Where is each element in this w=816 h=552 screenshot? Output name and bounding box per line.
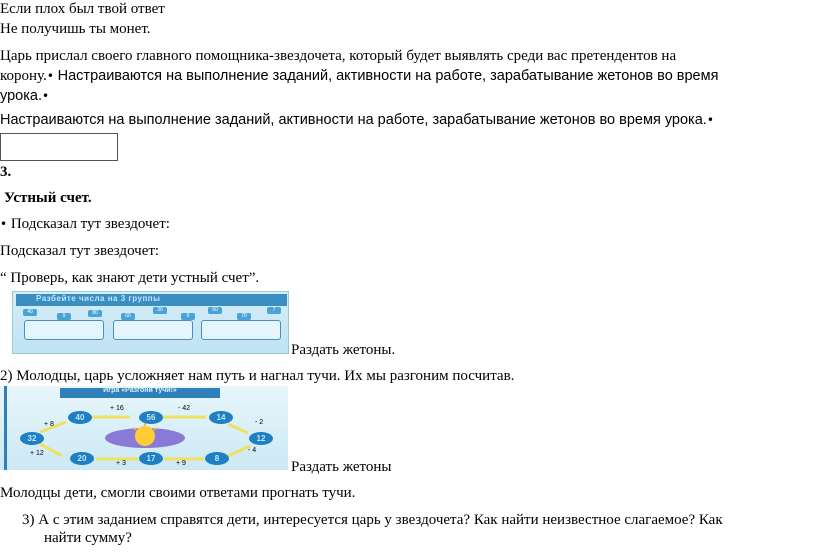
- operation-label: + 9: [176, 460, 186, 467]
- operation-label: - 2: [255, 419, 264, 426]
- number-tag: 9: [57, 313, 71, 320]
- poem-line-2: Не получишь ты монет.: [0, 21, 151, 37]
- intro-text-line-3: [0, 87, 49, 105]
- group-box: [24, 320, 104, 340]
- intro-text-korona: корону.: [0, 68, 47, 84]
- number-tag: 7: [267, 307, 281, 314]
- number-tag: 30: [153, 307, 167, 314]
- hand-out-tokens-1: Раздать жетоны.: [291, 342, 396, 358]
- operation-label: - 4: [248, 447, 257, 454]
- group-box: [113, 320, 193, 340]
- section-number: 3.: [0, 164, 12, 180]
- number-node: 14: [209, 411, 233, 424]
- hint-line: Подсказал тут звездочет:: [0, 243, 160, 259]
- poem-line-1: Если плох был твой ответ: [0, 1, 165, 17]
- number-tag: 40: [23, 309, 37, 316]
- intro-setup-text: Настраиваются на выполнение заданий, активности на работе, зарабатывание жетонов во время: [57, 68, 719, 84]
- bullet-icon: •: [706, 113, 714, 127]
- number-tag: 60: [208, 307, 222, 314]
- intro-text-line-1: Царь прислал своего главного помощника-звездочета, который будет выявлять среди вас претендентов на: [0, 48, 677, 64]
- task-3-text-line-2: найти сумму?: [44, 530, 132, 546]
- number-node: 40: [68, 411, 92, 424]
- number-tag: 6: [181, 313, 195, 320]
- operation-label: + 8: [44, 421, 54, 428]
- intro-urok-text: урока.: [0, 88, 42, 104]
- number-node: 56: [139, 411, 163, 424]
- empty-text-box: [0, 133, 118, 161]
- quote-line: “ Проверь, как знают дети устный счет”.: [0, 270, 260, 286]
- hand-out-tokens-2: Раздать жетоны: [291, 459, 392, 475]
- bullet-icon: •: [0, 217, 8, 231]
- section-title: Устный счет.: [4, 190, 92, 206]
- task-3-text-line-1: 3) А с этим заданием справятся дети, интересуется царь у звездочета? Как найти неизвестное слагаемое? Как: [22, 512, 723, 528]
- success-text: Молодцы дети, смогли своими ответами прогнать тучи.: [0, 485, 356, 501]
- operation-label: + 12: [30, 450, 44, 457]
- number-tag: 60: [121, 313, 135, 320]
- setup-paragraph-text: Настраиваются на выполнение заданий, активности на работе, зарабатывание жетонов во время урока.: [0, 112, 707, 128]
- operation-label: + 16: [110, 405, 124, 412]
- setup-paragraph: [0, 111, 714, 129]
- intro-text-line-2: [0, 67, 718, 85]
- number-tag: 80: [88, 310, 102, 317]
- number-tag: 70: [237, 313, 251, 320]
- game-header-text: Игра «Разгони тучи!»: [103, 387, 177, 394]
- bullet-icon: •: [46, 69, 54, 83]
- number-node: 20: [70, 452, 94, 465]
- number-node: 12: [249, 432, 273, 445]
- group-box: [201, 320, 281, 340]
- number-groups-image: [12, 291, 289, 354]
- number-node: 8: [205, 452, 229, 465]
- task-2-text: 2) Молодцы, царь усложняет нам путь и нагнал тучи. Их мы разгоним посчитав.: [0, 368, 515, 384]
- number-node: 32: [20, 432, 44, 445]
- bullet-icon: •: [41, 89, 50, 103]
- image-header-text: Разбейте числа на 3 группы: [36, 294, 161, 303]
- image-header: [16, 294, 287, 306]
- operation-label: - 42: [178, 405, 191, 412]
- hint-line-bulleted: [0, 215, 170, 233]
- operation-label: + 3: [116, 460, 126, 467]
- hint-text: Подсказал тут звездочет:: [10, 216, 170, 232]
- number-node: 17: [139, 452, 163, 465]
- clouds-game-image: [0, 386, 288, 470]
